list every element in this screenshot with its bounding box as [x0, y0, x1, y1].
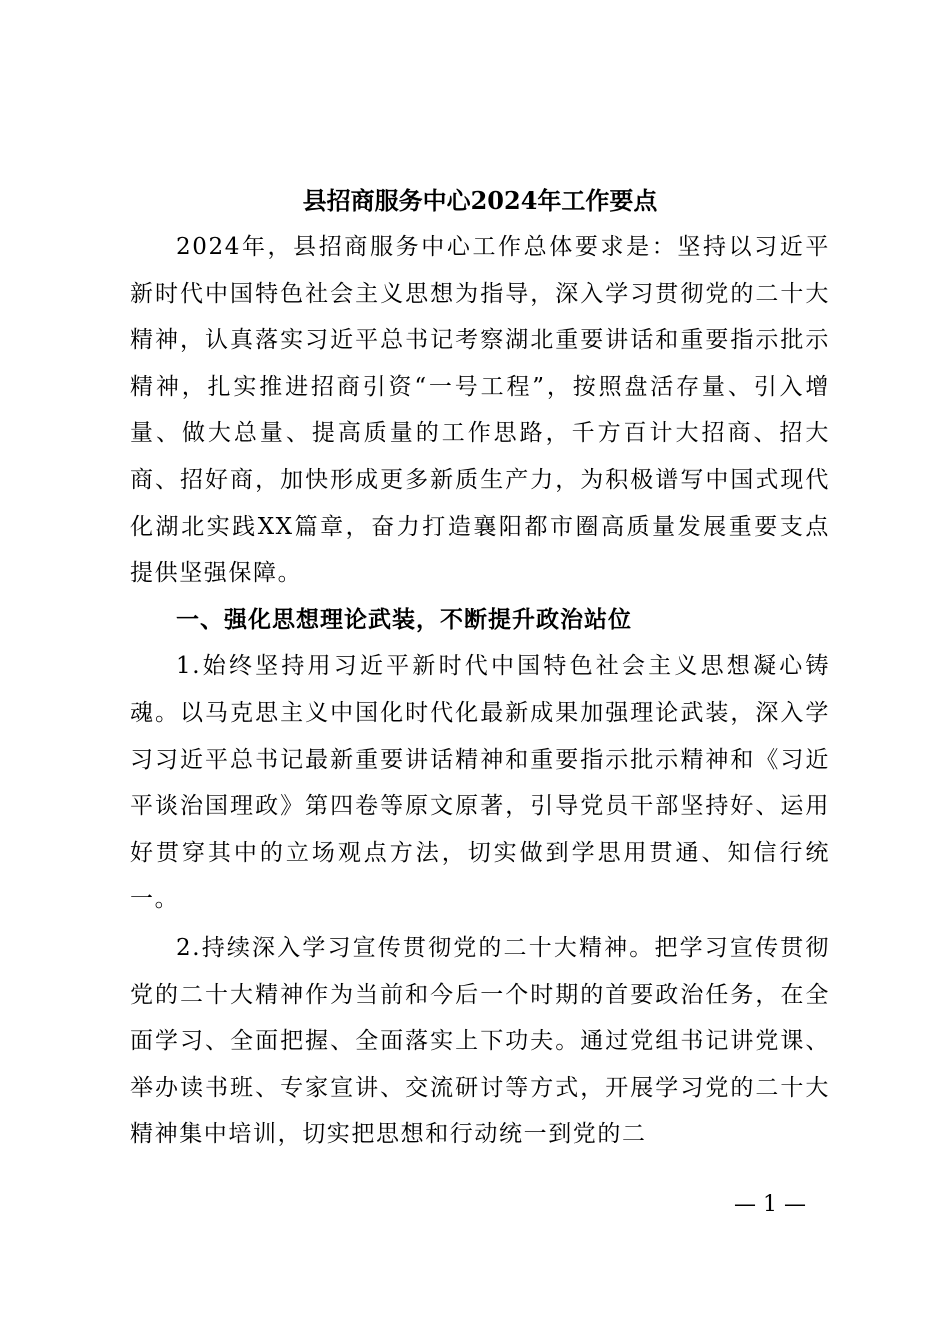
document-title: 县招商服务中心2024年工作要点 — [302, 186, 658, 215]
document-body — [130, 178, 830, 1158]
section-heading-1: 一、强化思想理论武装，不断提升政治站位 — [176, 606, 632, 633]
intro-paragraph: 2024年，县招商服务中心工作总体要求是：坚持以习近平新时代中国特色社会主义思想为指导，深入学习贯彻党的二十大精神，认真落实习近平总书记考察湖北重要讲话和重要指示批示精神，扎实推进招商引资“一号工程”，按照盘活存量、引入增量、做大总量、提高质量的工作思路，千方百计大招商、招大商、招好商，加快形成更多新质生产力，为积极谱写中国式现代化湖北实践XX篇章，奋力打造襄阳都市圈高质量发展重要支点提供坚强保障。 — [130, 234, 830, 587]
section-1-item-2: 2.持续深入学习宣传贯彻党的二十大精神。把学习宣传贯彻党的二十大精神作为当前和今后一个时期的首要政治任务，在全面学习、全面把握、全面落实上下功夫。通过党组书记讲党课、举办读书班、专家宣讲、交流研讨等方式，开展学习党的二十大精神集中培训，切实把思想和行动统一到党的二 — [130, 934, 830, 1148]
page-number: — 1 — — [734, 1192, 806, 1217]
section-1-item-1: 1.始终坚持用习近平新时代中国特色社会主义思想凝心铸魂。以马克思主义中国化时代化最新成果加强理论武装，深入学习习近平总书记最新重要讲话精神和重要指示批示精神和《习近平谈治国理政》第四卷等原文原著，引导党员干部坚持好、运用好贯穿其中的立场观点方法，切实做到学思用贯通、知信行统一。 — [130, 653, 830, 913]
